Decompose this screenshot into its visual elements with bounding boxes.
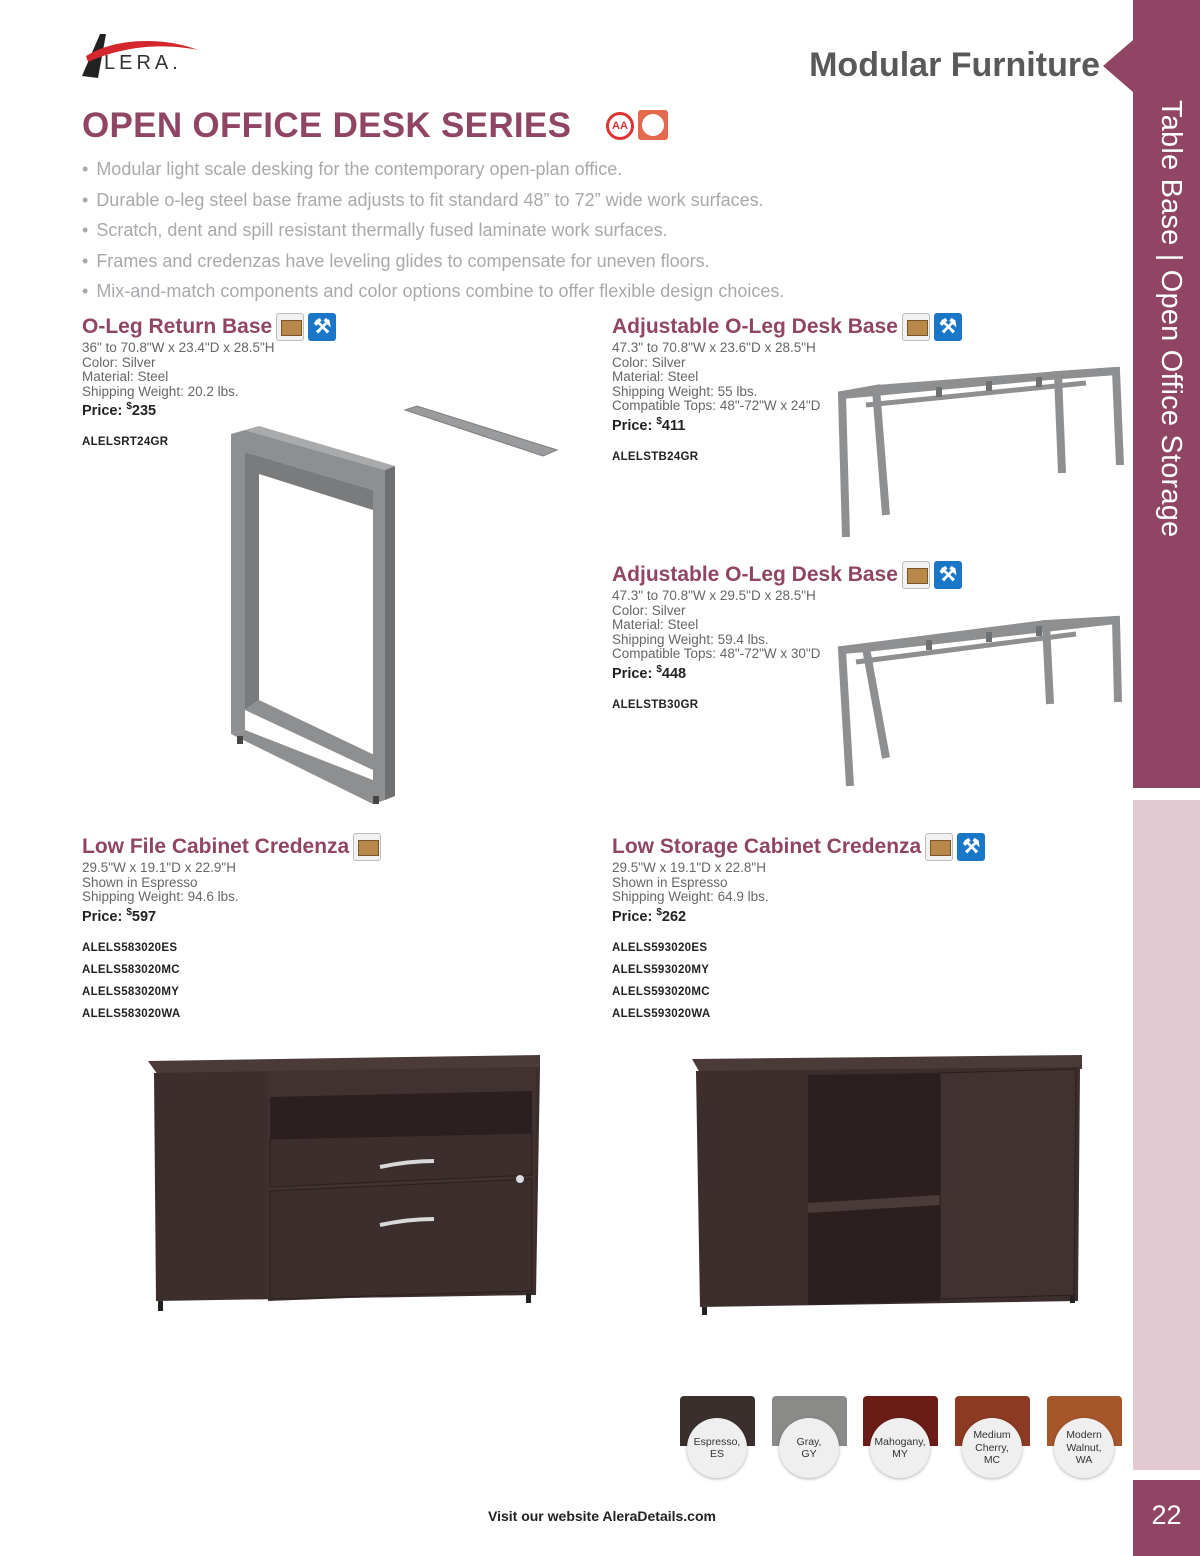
tools-icon: ⚒ <box>934 561 962 589</box>
desk-base-24-image <box>836 365 1128 545</box>
side-band-arrow <box>1103 40 1133 92</box>
product-spec: Shipping Weight: 55 lbs. <box>612 383 758 399</box>
oleg-return-base-image <box>225 400 565 810</box>
product-sku: ALELSRT24GR <box>82 436 169 449</box>
price-label: Price: <box>612 665 653 682</box>
aa-certification-badge: AA <box>606 112 634 140</box>
product-spec: Color: Silver <box>612 354 686 370</box>
product-sku: ALELS583020WA <box>82 1007 181 1020</box>
product-price <box>82 907 381 925</box>
swatch-label-gray: Gray, GY <box>779 1418 839 1478</box>
price-value: 235 <box>131 403 157 420</box>
product-spec: Material: Steel <box>612 369 699 385</box>
product-title: Adjustable O-Leg Desk Base <box>612 315 898 338</box>
product-spec: Material: Steel <box>82 369 169 385</box>
product-spec: Shipping Weight: 20.2 lbs. <box>82 383 239 399</box>
price-value: 597 <box>131 908 157 925</box>
product-spec: Shown in Espresso <box>82 874 198 890</box>
swatch-label-mahogany: Mahogany, MY <box>870 1418 930 1478</box>
feature-item: • Durable o-leg steel base frame adjusts to fit standard 48” to 72” wide work surfaces. <box>82 187 784 218</box>
footer-website-text: Visit our website AleraDetails.com <box>488 1508 716 1524</box>
product-spec: 29.5"W x 19.1"D x 22.8"H <box>612 860 766 875</box>
swatch-label-espresso: Espresso, ES <box>687 1418 747 1478</box>
product-sku: ALELSTB30GR <box>612 698 699 711</box>
feature-item: • Frames and credenzas have leveling glides to compensate for uneven floors. <box>82 248 784 279</box>
price-label: Price: <box>82 908 123 925</box>
product-sku: ALELS593020MY <box>612 963 710 976</box>
product-title: Adjustable O-Leg Desk Base <box>612 563 898 586</box>
swatch-label-modern-walnut: Modern Walnut, WA <box>1054 1418 1114 1478</box>
product-sku: ALELSTB24GR <box>612 450 699 463</box>
feature-list <box>82 156 784 309</box>
product-sku: ALELS583020MY <box>82 985 180 998</box>
desk-base-30-image <box>836 612 1128 792</box>
side-band-label: Table Base | Open Office Storage <box>1155 100 1187 538</box>
tools-icon: ⚒ <box>308 313 336 341</box>
box-icon <box>276 313 304 341</box>
price-symbol: $ <box>656 663 662 675</box>
product-spec: Color: Silver <box>82 354 156 370</box>
file-credenza-image <box>148 1055 548 1315</box>
product-title-row <box>612 313 962 341</box>
price-label: Price: <box>612 417 653 434</box>
price-symbol: $ <box>656 906 662 918</box>
side-band-middle <box>1133 800 1200 1470</box>
product-sku: ALELS593020ES <box>612 941 708 954</box>
price-label: Price: <box>612 908 653 925</box>
product-sku: ALELS583020ES <box>82 941 178 954</box>
side-band-label-wrap <box>1143 100 1193 540</box>
price-symbol: $ <box>126 906 132 918</box>
product-spec: Shown in Espresso <box>612 874 728 890</box>
price-value: 411 <box>661 417 686 434</box>
feature-item: • Modular light scale desking for the contemporary open-plan office. <box>82 156 784 187</box>
box-icon <box>925 833 953 861</box>
product-file-credenza <box>82 833 381 1025</box>
series-title: OPEN OFFICE DESK SERIES <box>82 106 572 145</box>
box-icon <box>902 313 930 341</box>
product-title: O-Leg Return Base <box>82 315 273 338</box>
feature-item: • Scratch, dent and spill resistant thermally fused laminate work surfaces. <box>82 217 784 248</box>
product-title-row <box>82 833 381 861</box>
price-value: 262 <box>661 908 687 925</box>
product-sku: ALELS593020WA <box>612 1007 711 1020</box>
product-spec: Compatible Tops: 48"-72"W x 30"D <box>612 646 821 662</box>
storage-credenza-image <box>690 1055 1090 1315</box>
product-spec: 36" to 70.8"W x 23.4"D x 28.5"H <box>82 340 275 355</box>
product-title-row <box>612 561 962 589</box>
feature-item: • Mix-and-match components and color options combine to offer flexible design choices. <box>82 278 784 309</box>
product-spec: 47.3" to 70.8"W x 29.5"D x 28.5"H <box>612 588 816 603</box>
product-spec: Shipping Weight: 59.4 lbs. <box>612 631 769 647</box>
box-icon <box>353 833 381 861</box>
box-icon <box>902 561 930 589</box>
section-title: Modular Furniture <box>809 46 1100 84</box>
swatch-label-medium-cherry: Medium Cherry, MC <box>962 1418 1022 1478</box>
product-spec: Shipping Weight: 94.6 lbs. <box>82 889 239 905</box>
price-symbol: $ <box>656 415 662 427</box>
price-label: Price: <box>82 403 123 420</box>
tools-icon: ⚒ <box>934 313 962 341</box>
page-number: 22 <box>1151 1500 1182 1530</box>
product-title: Low Storage Cabinet Credenza <box>612 835 922 858</box>
product-sku: ALELS593020MC <box>612 985 710 998</box>
product-sku: ALELS583020MC <box>82 963 180 976</box>
product-spec: Color: Silver <box>612 602 686 618</box>
product-spec: Shipping Weight: 64.9 lbs. <box>612 889 769 905</box>
product-spec: 47.3" to 70.8"W x 23.6"D x 28.5"H <box>612 340 816 355</box>
product-storage-credenza <box>612 833 985 1025</box>
alera-logo-text: LERA. <box>104 52 182 74</box>
product-title: Low File Cabinet Credenza <box>82 835 350 858</box>
product-price <box>612 907 985 925</box>
product-spec: Compatible Tops: 48"-72"W x 24"D <box>612 398 821 414</box>
ansi-bifma-badge <box>638 110 668 140</box>
product-title-row <box>82 313 336 341</box>
product-spec: 29.5"W x 19.1"D x 22.9"H <box>82 860 236 875</box>
price-value: 448 <box>661 665 687 682</box>
product-title-row <box>612 833 985 861</box>
tools-icon: ⚒ <box>957 833 985 861</box>
product-spec: Material: Steel <box>612 617 699 633</box>
price-symbol: $ <box>126 401 132 413</box>
